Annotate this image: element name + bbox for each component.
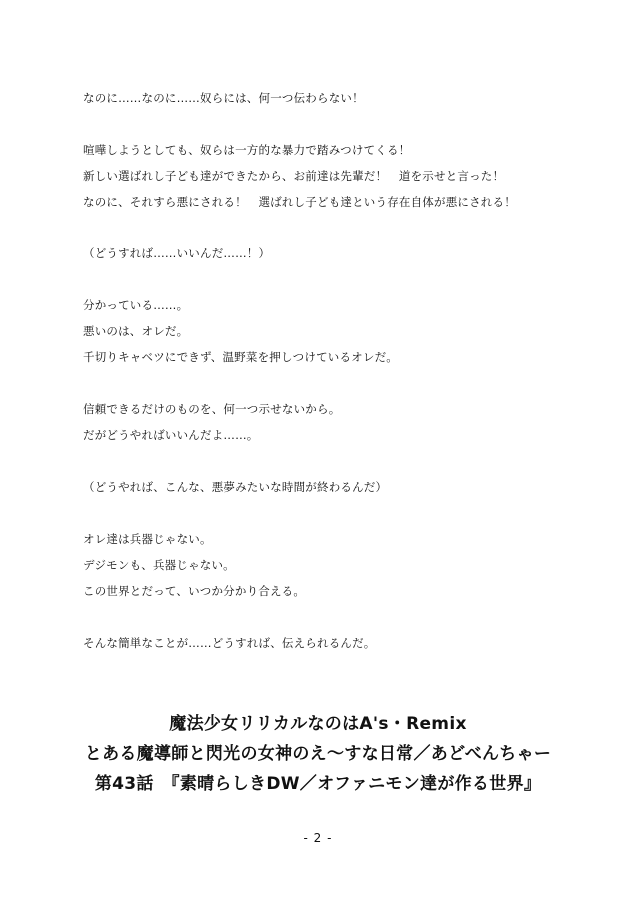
body-line-8: 千切りキャベツにできず、温野菜を押しつけているオレだ。 — [83, 350, 398, 364]
body-line-3: 新しい選ばれし子ども達ができたから、お前達は先輩だ！ 道を示せと言った！ — [83, 169, 505, 183]
series-title: 魔法少女リリカルなのはA's・Remix — [169, 714, 467, 734]
page-number: - 2 - — [303, 831, 333, 845]
body-line-2: 喧嘩しようとしても、奴らは一方的な暴力で踏みつけてくる！ — [83, 143, 411, 157]
body-line-12: オレ達は兵器じゃない。 — [83, 532, 212, 546]
body-line-6: 分かっている……。 — [83, 298, 189, 312]
body-line-4: なのに、それすら悪にされる！ 選ばれし子ども達という存在自体が悪にされる！ — [83, 195, 516, 209]
body-line-5: （どうすれば……いいんだ……！） — [83, 246, 271, 260]
body-line-14: この世界とだって、いつか分かり合える。 — [83, 584, 306, 598]
body-line-15: そんな簡単なことが……どうすれば、伝えられるんだ。 — [83, 636, 376, 650]
body-line-9: 信頼できるだけのものを、何一つ示せないから。 — [83, 402, 341, 416]
body-line-7: 悪いのは、オレだ。 — [83, 324, 189, 338]
story-subtitle: とある魔導師と閃光の女神のえ～すな日常／あどべんちゃー — [84, 744, 552, 764]
episode-title: 第43話 『素晴らしきDW／オファニモン達が作る世界』 — [94, 774, 542, 794]
body-line-1: なのに……なのに……奴らには、何一つ伝わらない！ — [83, 91, 364, 105]
body-line-10: だがどうやればいいんだよ……。 — [83, 428, 259, 442]
body-line-13: デジモンも、兵器じゃない。 — [83, 558, 235, 572]
body-line-11: （どうやれば、こんな、悪夢みたいな時間が終わるんだ） — [83, 480, 388, 494]
